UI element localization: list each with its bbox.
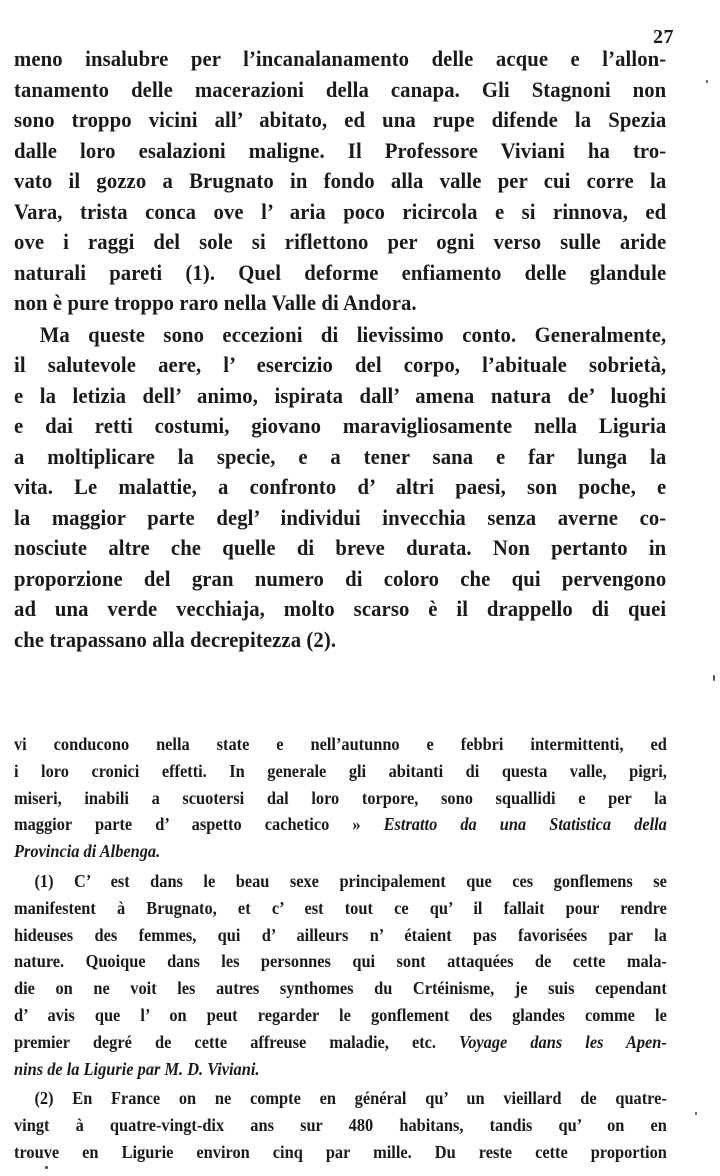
footnote-text: premier degré de cette affreuse maladie, etc. [14,1031,437,1052]
text-line: ove i raggi del sole si riflettono per ogni verso sulle aride [14,229,667,254]
text-line: ad una verde vecchiaja, molto scarso è il drappello di quei [14,596,667,621]
text-line: e la letizia dell’ animo, ispirata dall’ amena natura de’ luoghi [14,382,667,408]
text-line: naturali pareti (1). Quel deforme enfiamento delle glandule [14,259,667,285]
footnote-line: (1) C’ est dans le beau sexe principalement que ces gonflemens se [34,870,667,891]
source-citation: Estratto da una Statistica della [383,814,667,835]
footnote-line: miseri, inabili a scuotersi dal loro torpore, sono squallidi e per la [14,787,667,808]
text-line: Ma queste sono eccezioni di lievissimo conto. Generalmente, [39,321,667,347]
footnote-continuation [14,731,667,865]
footnote-line: (2) En France on ne compte en général qu’ un vieillard de quatre- [34,1088,667,1109]
text-line: vita. Le malattie, a confronto d’ altri paesi, son poche, e [14,474,667,499]
footnote-line: vingt à quatre-vingt-dix ans sur 480 habitans, tandis qu’ on en [14,1115,667,1136]
text-line: Vara, trista conca ove l’ aria poco ricircola e si rinnova, ed [14,198,667,224]
text-line: proporzione del gran numero di coloro che qui pervengono [14,565,667,591]
text-line: non è pure troppo raro nella Valle di Andora. [14,290,417,315]
footnote-line [14,1029,667,1056]
footnote-line: vi conducono nella state e nell’autunno e febbri intermittenti, ed [14,734,667,754]
scan-speck [695,1112,697,1115]
main-text [14,44,667,655]
footnote-line: trouve en Ligurie environ cinq par mille. Du reste cette proportion [14,1141,667,1162]
text-line: e dai retti costumi, giovano maravigliosamente nella Liguria [14,413,667,438]
footnote-line: nature. Quoique dans les personnes qui sont attaquées de cette mala- [14,951,667,972]
text-line: dalle loro esalazioni maligne. Il Professore Viviani ha tro- [14,137,667,163]
paragraph-2 [14,320,667,656]
scan-speck [45,1166,48,1169]
text-line: sono troppo vicini all’ abitato, ed una rupe difende la Spezia [14,107,667,132]
text-line: nosciute altre che quelle di breve durata. Non pertanto in [14,535,667,560]
footnote-2 [14,1085,667,1165]
footnote-text: maggior parte d’ aspetto cachetico » [14,814,361,835]
text-line: il salutevole aere, l’ esercizio del corpo, l’abituale sobrietà, [14,352,667,377]
page-number: 27 [653,26,674,48]
text-line: a moltiplicare la specie, e a tener sana e far lunga la [14,443,667,469]
footnote-line: die on ne voit les autres synthomes du Crtéinisme, je suis cependant [14,978,667,999]
footnote-line: manifestent à Brugnato, et c’ est tout ce qu’ il fallait pour rendre [14,897,667,918]
source-citation: nins de la Ligurie par M. D. Viviani. [14,1058,260,1079]
source-citation: Voyage dans les Apen- [459,1031,667,1052]
text-line: tanamento delle macerazioni della canapa. Gli Stagnoni non [14,76,667,102]
paragraph-1 [14,44,667,319]
text-line: che trapassano alla decrepitezza (2). [14,626,337,652]
scan-speck [706,80,708,83]
text-line: la maggior parte degl’ individui invecchia senza averne co- [14,504,667,530]
footnote-line: i loro cronici effetti. In generale gli abitanti di questa valle, pigri, [14,760,667,781]
footnotes [14,731,667,1166]
footnote-line: d’ avis que l’ on peut regarder le gonflement des glandes comme le [14,1004,667,1025]
text-line: meno insalubre per l’incanalanamento delle acque e l’allon- [14,46,667,71]
footnote-line [14,811,667,838]
scan-speck [713,675,715,681]
footnote-line: hideuses des femmes, qui d’ ailleurs n’ étaient pas favorisées par la [14,924,667,945]
text-line: vato il gozzo a Brugnato in fondo alla valle per cui corre la [14,168,667,193]
source-citation: Provincia di Albenga. [14,841,161,862]
footnote-1 [14,868,667,1082]
